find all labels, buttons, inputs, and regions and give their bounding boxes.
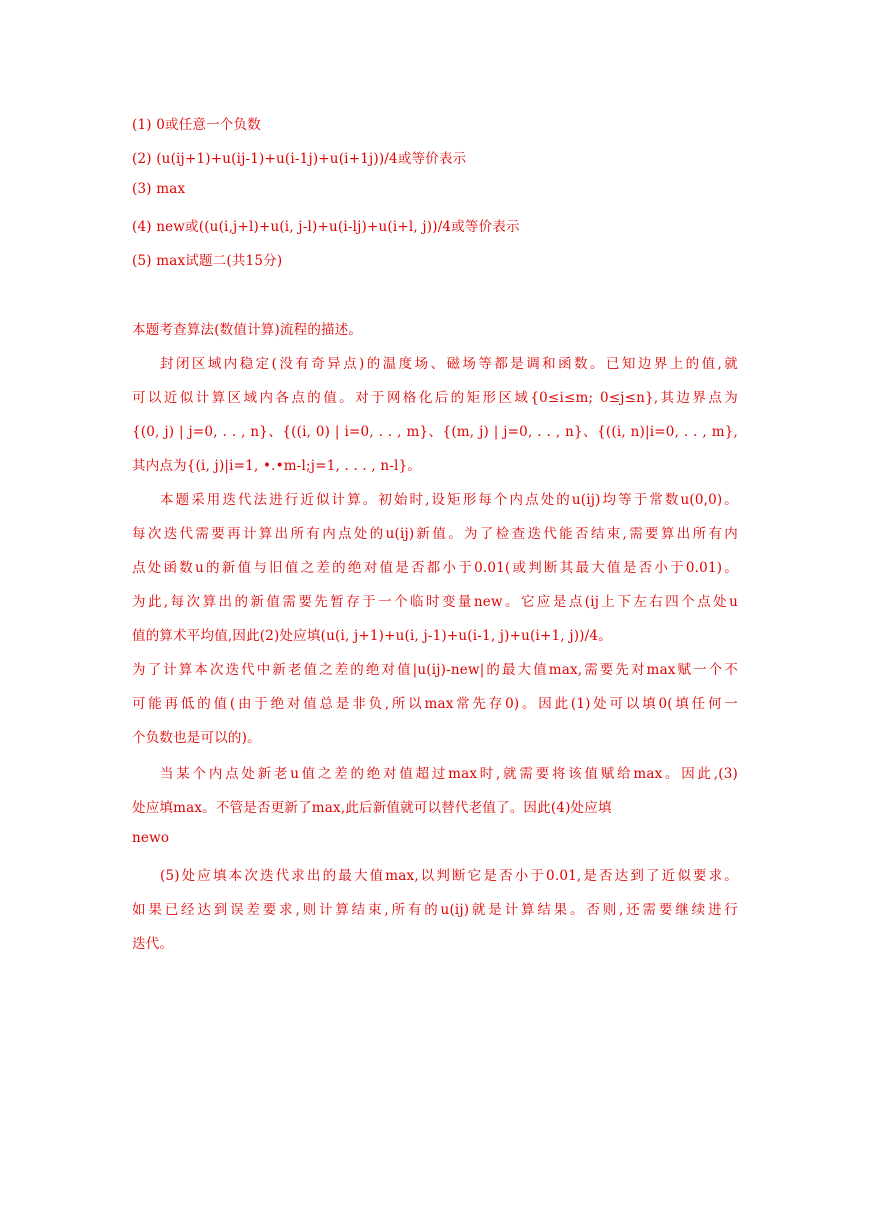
paragraph-line: 当某个内点处新老u值之差的绝对值超过max时,就需要将该值赋给max。因此,(3): [160, 766, 738, 782]
paragraph-line: 如果已经达到误差要求,则计算结束,所有的u(ij)就是计算结果。否则,还需要继续进行: [132, 902, 738, 918]
answer-2: (2) (u(ij+1)+u(ij-1)+u(i-1j)+u(i+1j))/4或等价表示: [132, 151, 467, 167]
paragraph-line: 为了计算本次迭代中新老值之差的绝对值|u(ij)-new|的最大值max,需要先对max赋一个不: [132, 662, 738, 678]
answer-5: (5) max试题二(共15分): [132, 253, 283, 269]
paragraph-line: 每次迭代需要再计算出所有内点处的u(ij)新值。为了检查迭代能否结束,需要算出所有内: [132, 526, 738, 542]
paragraph-line: 为此,每次算出的新值需要先暂存于一个临时变量new。它应是点(ij上下左右四个点处u: [132, 594, 738, 610]
answer-3: (3) max: [132, 181, 186, 197]
paragraph-line: 点处函数u的新值与旧值之差的绝对值是否都小于0.01(或判断其最大值是否小于0.01)。: [132, 560, 738, 576]
paragraph-line: (5)处应填本次迭代求出的最大值max,以判断它是否小于0.01,是否达到了近似要求。: [160, 868, 738, 884]
paragraph-line: 封闭区域内稳定(没有奇异点)的温度场、磁场等都是调和函数。已知边界上的值,就: [160, 356, 738, 372]
paragraph-line: 可能再低的值(由于绝对值总是非负,所以max常先存0)。因此(1)处可以填0(填任何一: [132, 696, 738, 712]
paragraph-line: 可以近似计算区域内各点的值。对于网格化后的矩形区域{0≤i≤m; 0≤j≤n},其边界点为: [132, 390, 738, 406]
paragraph-line: 个负数也是可以的)。: [132, 730, 261, 746]
paragraph-line: newo: [132, 830, 170, 846]
answer-1: (1) 0或任意一个负数: [132, 117, 261, 133]
answer-4: (4) new或((u(i,j+l)+u(i, j-l)+u(i-lj)+u(i+l, j))/4或等价表示: [132, 219, 520, 235]
paragraph-line: {(0, j) | j=0, . . , n}、{((i, 0) | i=0, . . , m}、{(m, j) | j=0, . . , n}、{((i, n)|i=0, . . , m},: [132, 424, 738, 440]
analysis-intro: 本题考查算法(数值计算)流程的描述。: [132, 322, 363, 338]
paragraph-line: 本题采用迭代法进行近似计算。初始时,设矩形每个内点处的u(ij)均等于常数u(0,0)。: [160, 492, 738, 508]
paragraph-line: 迭代。: [132, 936, 174, 952]
paragraph-line: 处应填max。不管是否更新了max,此后新值就可以替代老值了。因此(4)处应填: [132, 800, 612, 816]
paragraph-line: 值的算术平均值,因此(2)处应填(u(i, j+1)+u(i, j-1)+u(i-1, j)+u(i+1, j))/4。: [132, 628, 612, 644]
paragraph-line: 其内点为{(i, j)|i=1, •.•m-l;j=1, . . . , n-l}。: [132, 458, 422, 474]
